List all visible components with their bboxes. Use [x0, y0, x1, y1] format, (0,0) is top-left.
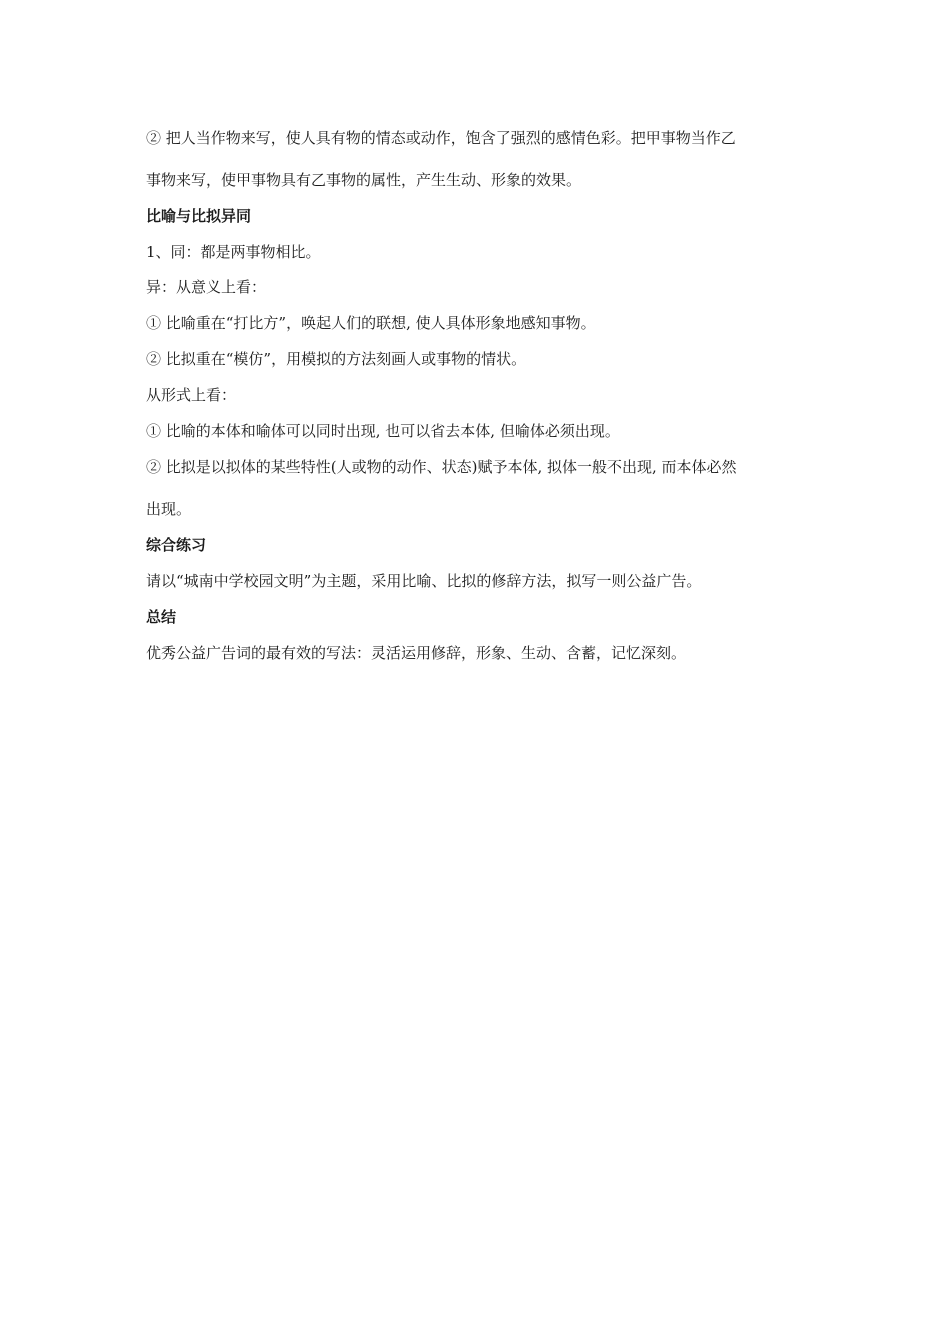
- paragraph-personification-form-line-1: ② 比拟是以拟体的某些特性(人或物的动作、状态)赋予本体, 拟体一般不出现, 而本体必然: [146, 458, 737, 476]
- paragraph-form-heading: 从形式上看：: [146, 386, 237, 404]
- paragraph-difference-meaning: 异：从意义上看：: [146, 278, 267, 296]
- paragraph-metaphor-form: ① 比喻的本体和喻体可以同时出现, 也可以省去本体, 但喻体必须出现。: [146, 422, 620, 440]
- heading-comparison: 比喻与比拟异同: [146, 207, 252, 225]
- paragraph-exercise: 请以“城南中学校园文明”为主题，采用比喻、比拟的修辞方法，拟写一则公益广告。: [146, 572, 702, 590]
- paragraph-personification-meaning: ② 比拟重在“模仿”，用模拟的方法刻画人或事物的情状。: [146, 350, 527, 368]
- paragraph-personification-line-2: 事物来写，使甲事物具有乙事物的属性，产生生动、形象的效果。: [146, 171, 582, 189]
- heading-summary: 总结: [146, 608, 177, 626]
- paragraph-personification-form-line-2: 出现。: [146, 500, 192, 518]
- paragraph-similarity: 1、同：都是两事物相比。: [146, 243, 321, 261]
- heading-exercise: 综合练习: [146, 536, 207, 554]
- paragraph-summary: 优秀公益广告词的最有效的写法：灵活运用修辞，形象、生动、含蓄，记忆深刻。: [146, 644, 687, 662]
- paragraph-metaphor-meaning: ① 比喻重在“打比方”，唤起人们的联想, 使人具体形象地感知事物。: [146, 314, 596, 332]
- paragraph-personification-line-1: ② 把人当作物来写，使人具有物的情态或动作，饱含了强烈的感情色彩。把甲事物当作乙: [146, 129, 736, 147]
